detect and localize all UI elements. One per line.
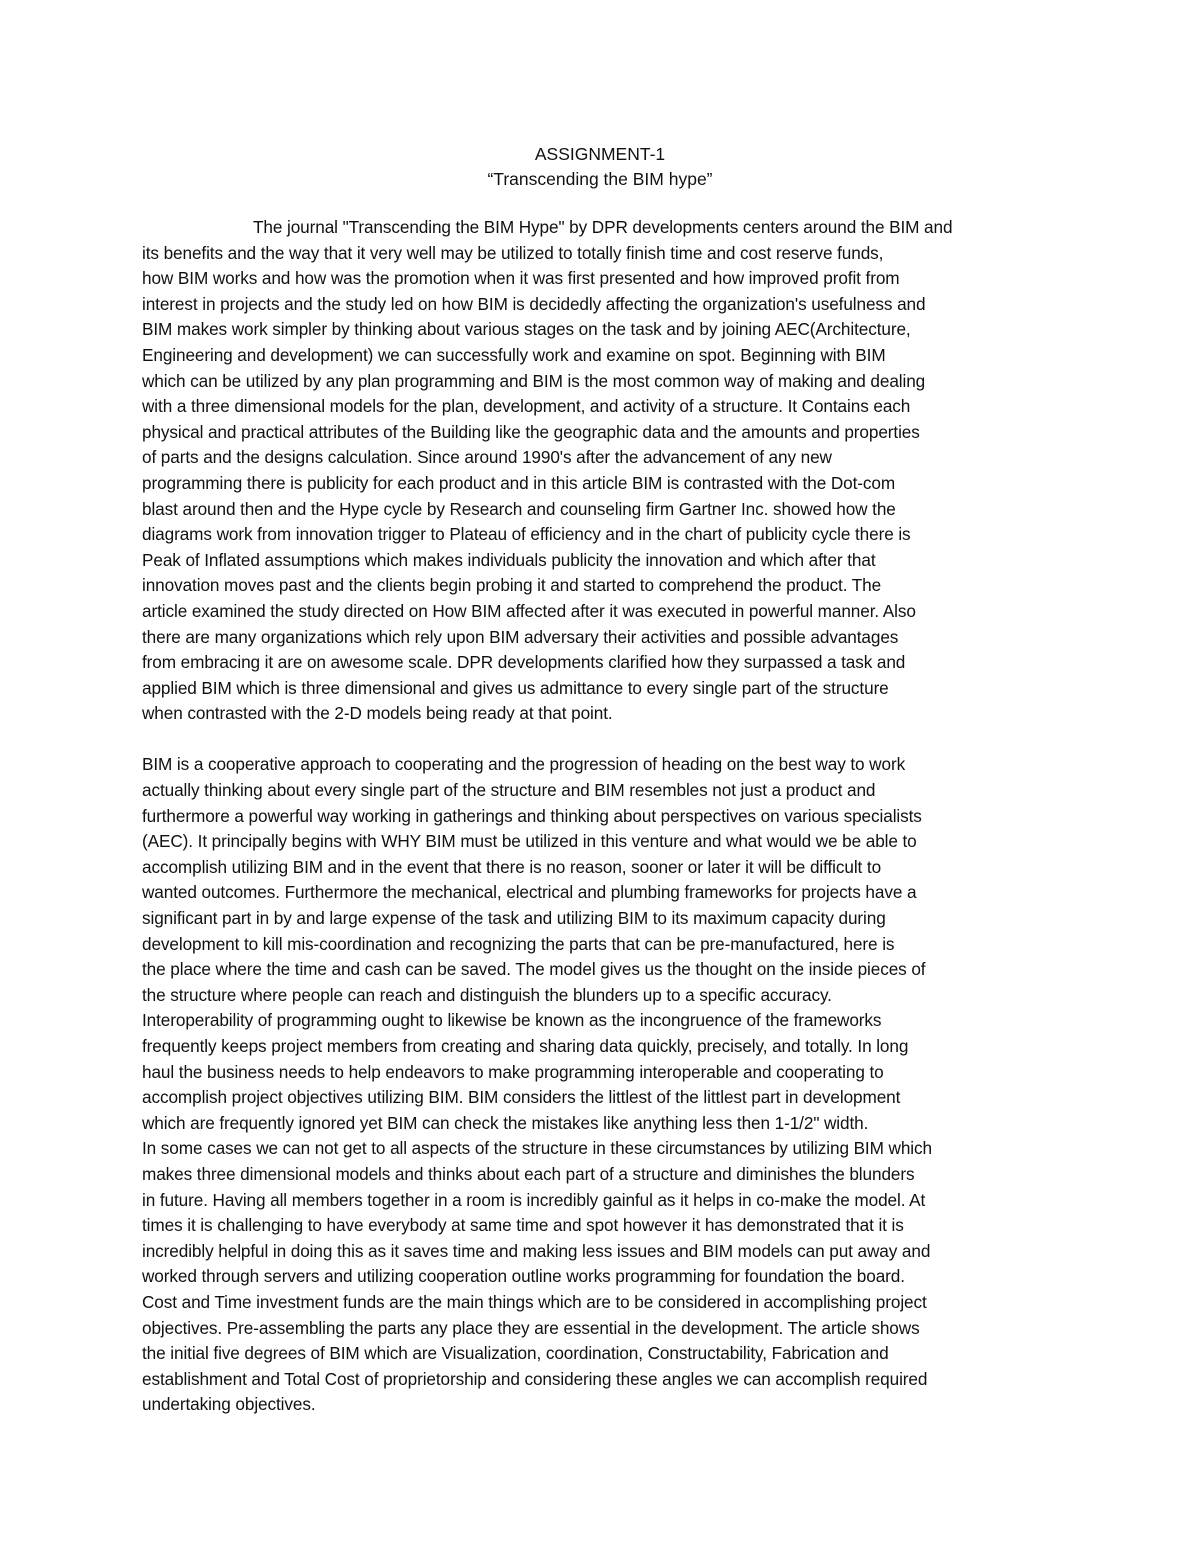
text-line: there are many organizations which rely upon BIM adversary their activities and possible advantages xyxy=(142,626,899,647)
text-line: the initial five degrees of BIM which are Visualization, coordination, Constructability, Fabrication and xyxy=(142,1343,889,1364)
text-line: article examined the study directed on How BIM affected after it was executed in powerful manner. Also xyxy=(142,600,916,621)
text-line: when contrasted with the 2-D models being ready at that point. xyxy=(142,703,613,724)
text-line: significant part in by and large expense of the task and utilizing BIM to its maximum capacity during xyxy=(142,908,886,929)
text-line: the structure where people can reach and distinguish the blunders up to a specific accuracy. xyxy=(142,984,832,1005)
text-line: (AEC). It principally begins with WHY BIM must be utilized in this venture and what would we be able to xyxy=(142,831,917,852)
text-line: objectives. Pre-assembling the parts any place they are essential in the development. The article shows xyxy=(142,1317,920,1338)
text-line: physical and practical attributes of the Building like the geographic data and the amounts and properties xyxy=(142,421,920,442)
text-line: Interoperability of programming ought to likewise be known as the incongruence of the frameworks xyxy=(142,1010,882,1031)
paragraph-1 xyxy=(142,215,1072,727)
document-subtitle: “Transcending the BIM hype” xyxy=(487,169,713,189)
text-line: BIM is a cooperative approach to cooperating and the progression of heading on the best way to work xyxy=(142,754,906,775)
text-line: In some cases we can not get to all aspects of the structure in these circumstances by utilizing BIM which xyxy=(142,1138,932,1159)
text-line: makes three dimensional models and thinks about each part of a structure and diminishes the blunders xyxy=(142,1163,915,1184)
text-line: incredibly helpful in doing this as it saves time and making less issues and BIM models can put away and xyxy=(142,1240,931,1261)
text-line: accomplish project objectives utilizing BIM. BIM considers the littlest of the littlest part in development xyxy=(142,1087,901,1108)
text-line: with a three dimensional models for the plan, development, and activity of a structure. It Contains each xyxy=(142,396,911,417)
text-line: in future. Having all members together in a room is incredibly gainful as it helps in co-make the model. At xyxy=(142,1189,926,1210)
text-line: of parts and the designs calculation. Since around 1990's after the advancement of any new xyxy=(142,447,832,468)
text-line: The journal "Transcending the BIM Hype" by DPR developments centers around the BIM and xyxy=(253,217,953,237)
document-header xyxy=(0,142,1200,192)
text-line: Engineering and development) we can successfully work and examine on spot. Beginning with BIM xyxy=(142,344,886,365)
paragraph-2 xyxy=(142,752,1072,1417)
text-line: worked through servers and utilizing cooperation outline works programming for foundation the board. xyxy=(142,1266,905,1287)
text-line: actually thinking about every single part of the structure and BIM resembles not just a product and xyxy=(142,780,876,801)
text-line: development to kill mis-coordination and recognizing the parts that can be pre-manufactured, here is xyxy=(142,933,895,954)
text-line: Peak of Inflated assumptions which makes individuals publicity the innovation and which after that xyxy=(142,549,876,570)
document-title: ASSIGNMENT-1 xyxy=(534,144,666,164)
text-line: applied BIM which is three dimensional and gives us admittance to every single part of the structure xyxy=(142,677,889,698)
text-line: BIM makes work simpler by thinking about various stages on the task and by joining AEC(Architecture, xyxy=(142,319,911,340)
text-line: its benefits and the way that it very well may be utilized to totally finish time and cost reserve funds, xyxy=(142,242,884,263)
text-line: accomplish utilizing BIM and in the event that there is no reason, sooner or later it will be difficult to xyxy=(142,856,882,877)
text-line: times it is challenging to have everybody at same time and spot however it has demonstrated that it is xyxy=(142,1215,904,1236)
text-line: blast around then and the Hype cycle by Research and counseling firm Gartner Inc. showed how the xyxy=(142,498,896,519)
text-line: establishment and Total Cost of proprietorship and considering these angles we can accomplish required xyxy=(142,1368,928,1389)
text-line: the place where the time and cash can be saved. The model gives us the thought on the inside pieces of xyxy=(142,959,926,980)
text-line: innovation moves past and the clients begin probing it and started to comprehend the product. The xyxy=(142,575,882,596)
text-line: diagrams work from innovation trigger to Plateau of efficiency and in the chart of publicity cycle there is xyxy=(142,524,911,545)
text-line: how BIM works and how was the promotion when it was first presented and how improved profit from xyxy=(142,268,900,289)
text-line: which are frequently ignored yet BIM can check the mistakes like anything less then 1-1/2" width. xyxy=(142,1112,869,1133)
text-line: wanted outcomes. Furthermore the mechanical, electrical and plumbing frameworks for projects have a xyxy=(142,882,917,903)
text-line: which can be utilized by any plan programming and BIM is the most common way of making and dealing xyxy=(142,370,926,391)
text-line: undertaking objectives. xyxy=(142,1394,316,1415)
text-line: programming there is publicity for each product and in this article BIM is contrasted with the Dot-com xyxy=(142,472,896,493)
text-line: furthermore a powerful way working in gatherings and thinking about perspectives on various specialists xyxy=(142,805,922,826)
text-line: interest in projects and the study led on how BIM is decidedly affecting the organization's usefulness and xyxy=(142,293,926,314)
document-body xyxy=(142,215,1072,1418)
text-line: haul the business needs to help endeavors to make programming interoperable and cooperating to xyxy=(142,1061,884,1082)
paragraph-gap xyxy=(142,727,1072,753)
text-line: frequently keeps project members from creating and sharing data quickly, precisely, and totally. In long xyxy=(142,1036,909,1056)
text-line: from embracing it are on awesome scale. DPR developments clarified how they surpassed a task and xyxy=(142,652,906,673)
text-line: Cost and Time investment funds are the main things which are to be considered in accomplishing project xyxy=(142,1291,927,1312)
